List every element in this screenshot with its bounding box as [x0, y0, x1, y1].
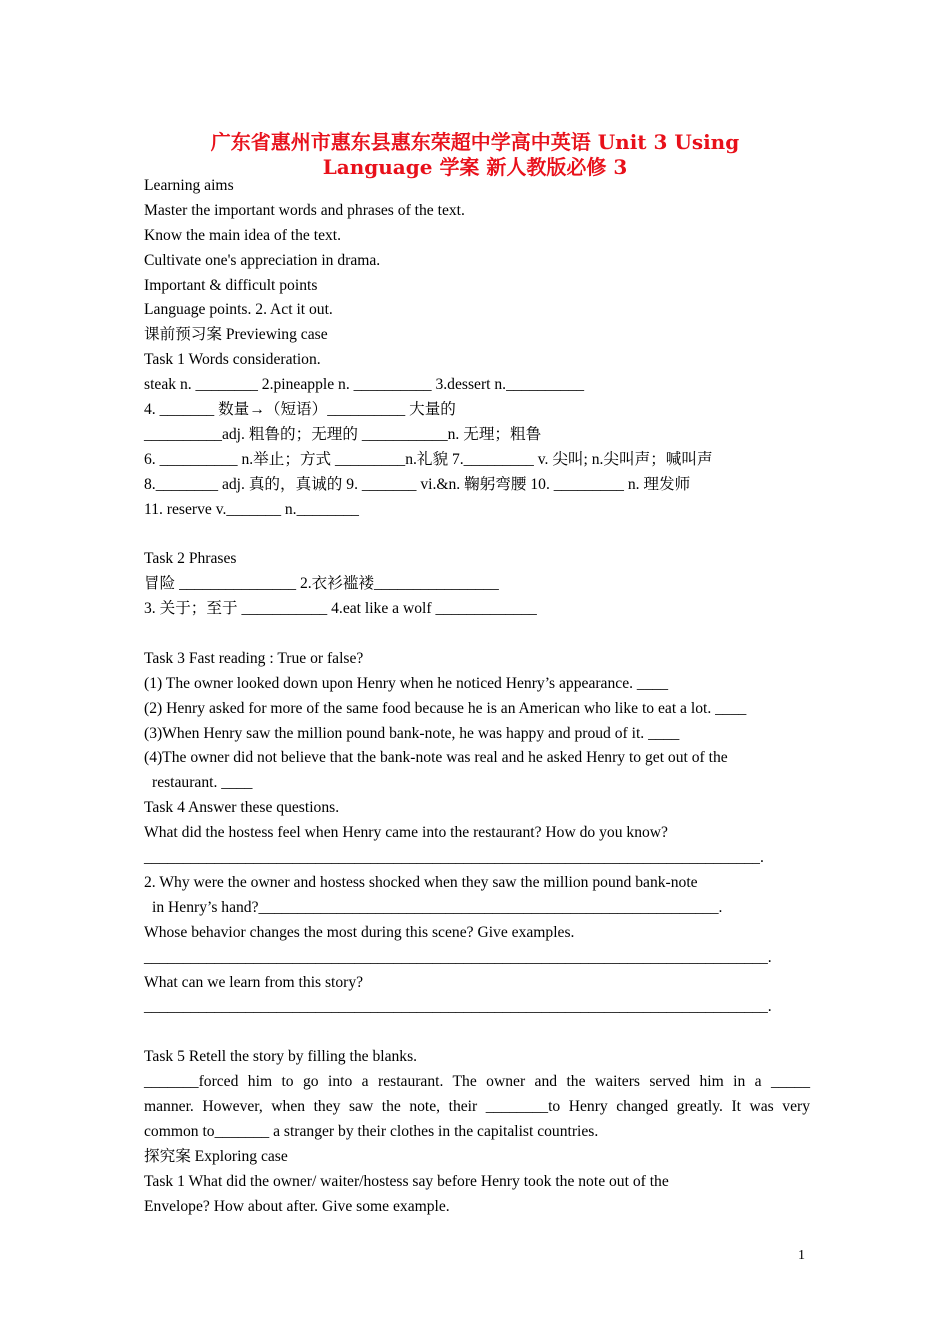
spacer — [144, 622, 810, 647]
previewing-heading: 课前预习案 Previewing case — [144, 326, 328, 344]
true-false-4b: restaurant. ____ — [152, 774, 253, 792]
question-3-answer-line: ________________________________________________________________________________. — [144, 948, 772, 966]
question-3: Whose behavior changes the most during this scene? Give examples. — [144, 923, 575, 941]
worksheet-body — [144, 174, 810, 1219]
question-4-answer-line: ________________________________________________________________________________. — [144, 998, 772, 1016]
explore-task-line-2: Envelope? How about after. Give some example. — [144, 1197, 450, 1215]
question-1: What did the hostess feel when Henry came into the restaurant? How do you know? — [144, 824, 668, 842]
spacer — [144, 1020, 810, 1045]
question-2b: in Henry’s hand?___________________________________________________________. — [152, 898, 723, 916]
words-line-6: 11. reserve v._______ n.________ — [144, 500, 359, 518]
words-line-1: steak n. ________ 2.pineapple n. __________ 3.dessert n.__________ — [144, 376, 585, 394]
phrases-line-2: 3. 关于；至于 ___________ 4.eat like a wolf _____________ — [144, 600, 537, 618]
aim-1: Master the important words and phrases of the text. — [144, 201, 465, 219]
exploring-heading: 探究案 Exploring case — [144, 1147, 288, 1165]
true-false-4a: (4)The owner did not believe that the bank-note was real and he asked Henry to get out of the — [144, 749, 728, 767]
page-number: 1 — [798, 1248, 805, 1263]
task1-heading: Task 1 Words consideration. — [144, 351, 321, 369]
learning-aims-heading: Learning aims — [144, 177, 234, 194]
task2-heading: Task 2 Phrases — [144, 550, 237, 568]
retell-line-2: manner. However, when they saw the note, their ________to Henry changed greatly. It was very — [144, 1097, 810, 1115]
true-false-2: (2) Henry asked for more of the same food because he is an American who like to eat a lot. ____ — [144, 699, 747, 717]
task3-heading: Task 3 Fast reading : True or false? — [144, 649, 364, 667]
retell-line-3: common to_______ a stranger by their clothes in the capitalist countries. — [144, 1122, 599, 1140]
important-points-heading: Important & difficult points — [144, 276, 318, 294]
explore-task-line-1: Task 1 What did the owner/ waiter/hostess say before Henry took the note out of the — [144, 1172, 669, 1190]
aim-2: Know the main idea of the text. — [144, 226, 342, 244]
words-line-2: 4. _______ 数量→（短语）__________ 大量的 — [144, 401, 456, 419]
task4-heading: Task 4 Answer these questions. — [144, 799, 340, 817]
spacer — [144, 522, 810, 547]
language-points: Language points. 2. Act it out. — [144, 301, 333, 319]
phrases-line-1: 冒险 _______________ 2.衣衫褴褛________________ — [144, 575, 499, 593]
question-1-answer-line: _______________________________________________________________________________. — [144, 849, 764, 867]
question-4: What can we learn from this story? — [144, 973, 364, 991]
title-line-2: Language 学案 新人教版必修 3 — [322, 155, 628, 179]
words-line-3: __________adj. 粗鲁的；无理的 ___________n. 无理；粗鲁 — [144, 425, 542, 443]
retell-line-1: _______forced him to go into a restaurant. The owner and the waiters served him in a _____ — [144, 1073, 810, 1091]
true-false-1: (1) The owner looked down upon Henry when he noticed Henry’s appearance. ____ — [144, 674, 669, 692]
question-2a: 2. Why were the owner and hostess shocked when they saw the million pound bank-note — [144, 873, 698, 891]
words-line-4: 6. __________ n.举止；方式 _________n.礼貌 7._________ v. 尖叫; n.尖叫声；喊叫声 — [144, 450, 713, 468]
aim-3: Cultivate one's appreciation in drama. — [144, 251, 381, 269]
true-false-3: (3)When Henry saw the million pound bank-note, he was happy and proud of it. ____ — [144, 724, 680, 742]
task5-heading: Task 5 Retell the story by filling the blanks. — [144, 1048, 418, 1066]
title-line-1: 广东省惠州市惠东县惠东荣超中学高中英语 Unit 3 Using — [210, 130, 740, 154]
words-line-5: 8.________ adj. 真的，真诚的 9. _______ vi.&n. 鞠躬弯腰 10. _________ n. 理发师 — [144, 475, 691, 493]
